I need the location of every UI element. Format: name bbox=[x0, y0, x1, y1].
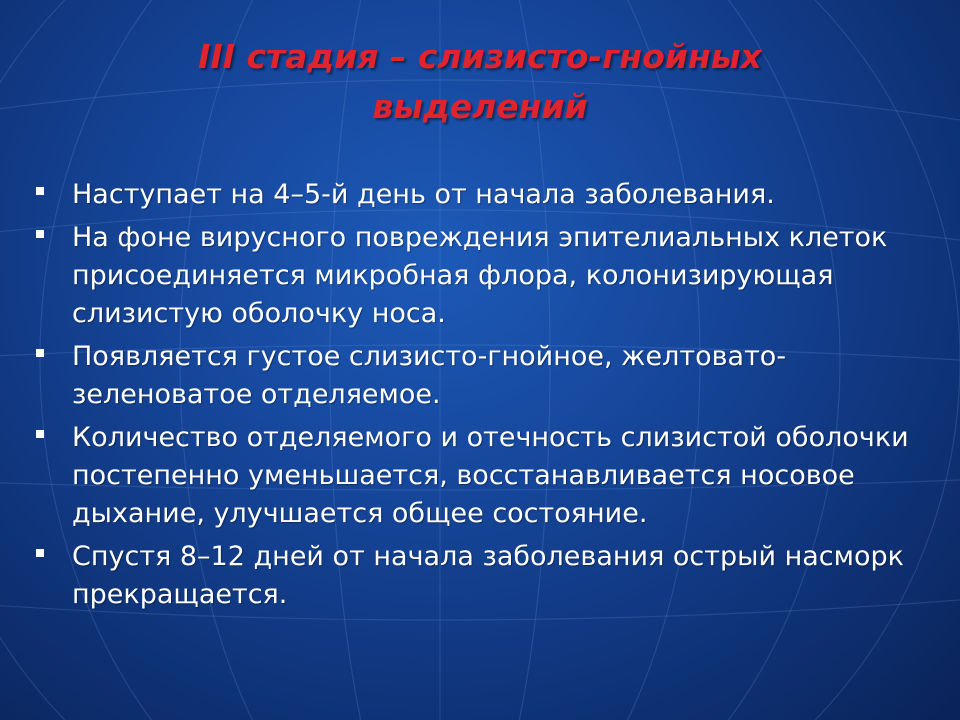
bullet-text: На фоне вирусного повреждения эпителиальных клеток присоединяется микробная флора, колонизирующая слизистую оболочку носа. bbox=[72, 222, 888, 329]
bullet-list bbox=[32, 176, 912, 619]
square-bullet-icon bbox=[36, 230, 44, 238]
square-bullet-icon bbox=[36, 430, 44, 438]
bullet-text: Спустя 8–12 дней от начала заболевания острый насморк прекращается. bbox=[72, 541, 904, 610]
bullet-item bbox=[32, 176, 912, 214]
bullet-item bbox=[32, 219, 912, 333]
bullet-text: Наступает на 4–5-й день от начала заболевания. bbox=[72, 179, 775, 210]
slide-title bbox=[60, 32, 900, 132]
slide-title-line-1: III стадия – слизисто-гнойных bbox=[198, 37, 762, 76]
bullet-item bbox=[32, 419, 912, 533]
square-bullet-icon bbox=[36, 187, 44, 195]
square-bullet-icon bbox=[36, 349, 44, 357]
bullet-item bbox=[32, 538, 912, 614]
bullet-text: Появляется густое слизисто-гнойное, желтовато-зеленоватое отделяемое. bbox=[72, 341, 787, 410]
slide-title-line-2: выделений bbox=[372, 87, 588, 126]
square-bullet-icon bbox=[36, 549, 44, 557]
bullet-text: Количество отделяемого и отечность слизистой оболочки постепенно уменьшается, восстанавливается носовое дыхание, улучшается общее состояние. bbox=[72, 422, 909, 529]
bullet-item bbox=[32, 338, 912, 414]
